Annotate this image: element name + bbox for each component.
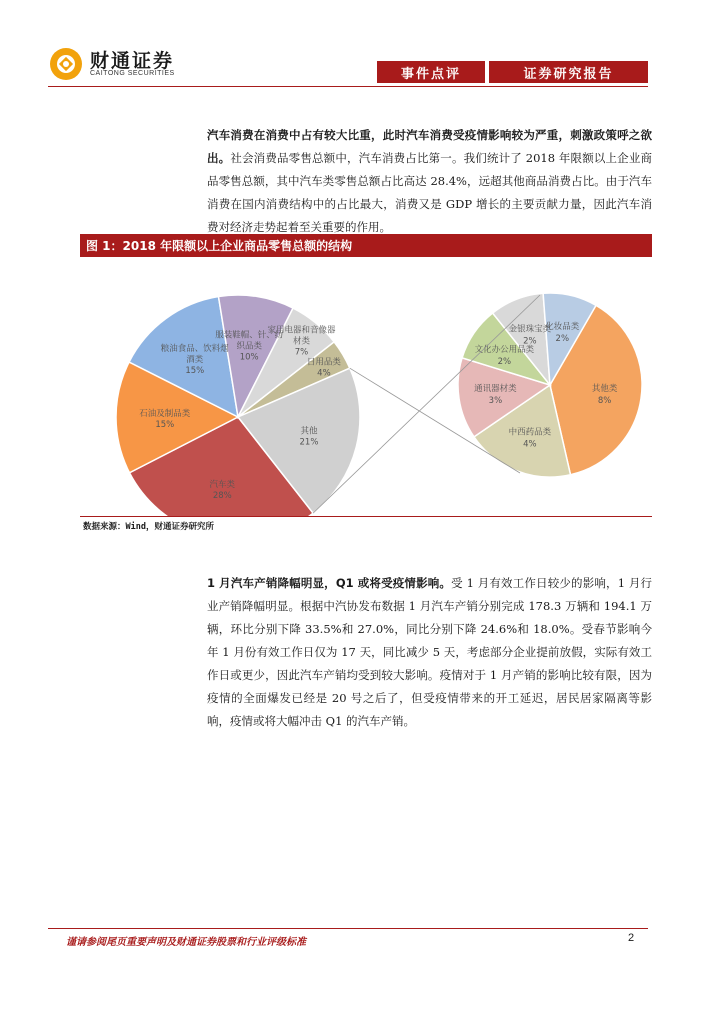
sub-pie-value-4: 2% <box>523 336 537 347</box>
sub-pie-label-4: 金银珠宝类 <box>508 324 552 335</box>
figure-divider <box>80 516 652 517</box>
paragraph-2-body: 受 1 月有效工作日较少的影响，1 月行业产销降幅明显。根据中汽协发布数据 1 月汽车产销分别完成 178.3 万辆和 194.1 万辆，环比分别下降 33.5%和 27.0%，同比分别下降 24.6%和 18.0%。受春节影响今年 1 月份有效工作日仅为 17 天，同比减少 5 天，考虑部分企业提前放假，实际有效工作日或更少，因此汽车产销均受到较大影响。疫情对于 1 月产销的影响比较有限，因为疫情的全面爆发已经是 20 号之后了，但受疫情带来的开工延迟，居民居家隔离等影响，疫情或将大幅冲击 Q1 的汽车产销。 <box>207 576 652 728</box>
sub-pie-label-2: 通讯器材类 <box>474 384 517 395</box>
paragraph-1 <box>207 124 652 239</box>
pie-chart <box>80 257 652 516</box>
pie-value-1: 15% <box>155 419 175 430</box>
sub-pie-label-0: 其他类 <box>591 384 618 395</box>
sub-pie-value-2: 3% <box>488 396 503 407</box>
footer-divider <box>48 928 648 929</box>
pie-label-5: 日用品类 <box>306 357 341 368</box>
pie-label-6: 其他 <box>300 426 318 437</box>
pie-value-4: 7% <box>294 347 309 358</box>
figure-source: 数据来源：Wind，财通证券研究所 <box>83 522 214 532</box>
tab-event-review: 事件点评 <box>377 61 485 83</box>
figure-title: 图 1：2018 年限额以上企业商品零售总额的结构 <box>80 234 652 257</box>
sub-pie-label-5: 化妆品类 <box>545 322 580 333</box>
pie-value-0: 28% <box>212 490 232 501</box>
paragraph-1-lead: 汽车消费在消费中占有较大比重，此时汽车消费受疫情影响较为严重，刺激政策呼之欲出。 <box>207 128 652 165</box>
sub-pie-label-3: 文化办公用品类 <box>474 344 535 355</box>
logo-text: 财通证券 <box>90 50 175 72</box>
tab-research-report: 证券研究报告 <box>489 61 648 83</box>
sub-pie-value-0: 8% <box>597 396 612 407</box>
pie-value-2: 15% <box>185 365 205 376</box>
pie-value-5: 4% <box>317 368 331 379</box>
page-number: 2 <box>628 932 635 944</box>
header-divider <box>48 86 648 87</box>
pie-label-1: 石油及制品类 <box>139 408 191 419</box>
company-logo-icon <box>48 46 84 82</box>
pie-label-3: 织品类 <box>236 341 262 352</box>
pie-label-4: 家用电器和音像器 <box>267 325 336 336</box>
paragraph-1-body: 社会消费品零售总额中，汽车消费占比第一。我们统计了 2018 年限额以上企业商品零售总额，其中汽车类零售总额占比高达 28.4%，远超其他商品消费占比。由于汽车消费在国内消费结构中的占比最大，消费又是 GDP 增长的主要贡献力量，因此汽车消费对经济走势起着至关重要的作用。 <box>207 151 653 234</box>
pie-label-0: 汽车类 <box>209 479 236 490</box>
pie-label-2: 酒类 <box>186 354 204 365</box>
paragraph-2-lead: 1 月汽车产销降幅明显，Q1 或将受疫情影响。 <box>207 576 452 590</box>
pie-label-3: 服装鞋帽、针、纺 <box>215 330 284 341</box>
footer-disclaimer: 谨请参阅尾页重要声明及财通证券股票和行业评级标准 <box>66 937 306 948</box>
sub-pie-value-1: 4% <box>523 439 537 450</box>
pie-label-2: 粮油食品、饮料烟 <box>160 343 229 354</box>
pie-value-3: 10% <box>239 352 259 363</box>
sub-pie-label-1: 中西药品类 <box>508 427 552 438</box>
sub-pie-value-5: 2% <box>555 334 570 345</box>
logo-subtext: CAITONG SECURITIES <box>90 70 175 77</box>
pie-value-6: 21% <box>299 437 319 448</box>
paragraph-2 <box>207 572 652 733</box>
sub-pie-value-3: 2% <box>497 356 512 367</box>
pie-label-4: 材类 <box>292 336 311 347</box>
